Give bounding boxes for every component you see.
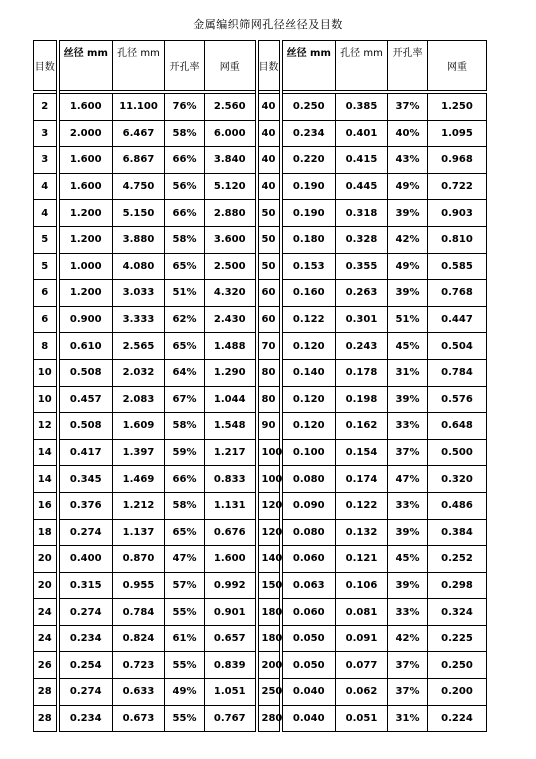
- cell-open-area-2: 42%: [388, 226, 428, 253]
- cell-wire-diameter-2: 0.100: [281, 439, 336, 466]
- cell-weight: 6.000: [205, 120, 257, 147]
- cell-wire-diameter-2: 0.050: [281, 625, 336, 652]
- cell-wire-diameter: 1.200: [58, 226, 113, 253]
- cell-mesh-count: 16: [34, 492, 58, 519]
- cell-open-area: 66%: [165, 200, 205, 227]
- cell-weight-2: 0.576: [428, 386, 487, 413]
- cell-open-area-2: 40%: [388, 120, 428, 147]
- table-row: [34, 599, 487, 626]
- cell-open-area: 56%: [165, 173, 205, 200]
- table-row: [34, 679, 487, 706]
- table-row: [34, 120, 487, 147]
- cell-wire-diameter: 0.274: [58, 519, 113, 546]
- cell-weight-2: 0.810: [428, 226, 487, 253]
- header-aperture-2: 孔径 mm: [336, 41, 388, 93]
- cell-open-area: 57%: [165, 572, 205, 599]
- cell-mesh-count: 4: [34, 173, 58, 200]
- cell-weight: 1.290: [205, 359, 257, 386]
- cell-wire-diameter-2: 0.060: [281, 546, 336, 573]
- cell-weight-2: 1.095: [428, 120, 487, 147]
- cell-aperture: 3.880: [113, 226, 165, 253]
- cell-wire-diameter: 0.274: [58, 679, 113, 706]
- cell-mesh-count: 2: [34, 92, 58, 120]
- cell-wire-diameter-2: 0.080: [281, 519, 336, 546]
- header-weight: 网重: [205, 41, 257, 93]
- cell-aperture-2: 0.415: [336, 147, 388, 174]
- cell-aperture-2: 0.355: [336, 253, 388, 280]
- cell-weight-2: 1.250: [428, 92, 487, 120]
- table-row: [34, 200, 487, 227]
- cell-weight-2: 0.768: [428, 280, 487, 307]
- cell-weight: 0.839: [205, 652, 257, 679]
- cell-wire-diameter-2: 0.080: [281, 466, 336, 493]
- table-row: [34, 92, 487, 120]
- cell-mesh-count-2: 40: [257, 120, 281, 147]
- cell-wire-diameter: 0.315: [58, 572, 113, 599]
- cell-mesh-count-2: 80: [257, 359, 281, 386]
- cell-wire-diameter: 0.508: [58, 359, 113, 386]
- cell-aperture: 2.032: [113, 359, 165, 386]
- cell-open-area-2: 49%: [388, 173, 428, 200]
- cell-mesh-count: 18: [34, 519, 58, 546]
- cell-open-area: 58%: [165, 120, 205, 147]
- cell-aperture-2: 0.401: [336, 120, 388, 147]
- cell-weight: 2.430: [205, 306, 257, 333]
- cell-open-area-2: 37%: [388, 652, 428, 679]
- cell-wire-diameter: 0.508: [58, 413, 113, 440]
- cell-wire-diameter-2: 0.120: [281, 413, 336, 440]
- cell-aperture-2: 0.062: [336, 679, 388, 706]
- cell-weight: 1.051: [205, 679, 257, 706]
- cell-wire-diameter: 2.000: [58, 120, 113, 147]
- cell-weight-2: 0.486: [428, 492, 487, 519]
- table-row: [34, 546, 487, 573]
- cell-mesh-count: 5: [34, 226, 58, 253]
- cell-weight: 2.880: [205, 200, 257, 227]
- cell-aperture-2: 0.091: [336, 625, 388, 652]
- cell-weight-2: 0.200: [428, 679, 487, 706]
- cell-wire-diameter-2: 0.250: [281, 92, 336, 120]
- cell-wire-diameter: 0.234: [58, 625, 113, 652]
- cell-weight-2: 0.504: [428, 333, 487, 360]
- cell-mesh-count-2: 250: [257, 679, 281, 706]
- cell-aperture: 5.150: [113, 200, 165, 227]
- cell-mesh-count-2: 180: [257, 599, 281, 626]
- cell-aperture-2: 0.077: [336, 652, 388, 679]
- cell-aperture: 0.784: [113, 599, 165, 626]
- cell-weight-2: 0.585: [428, 253, 487, 280]
- cell-open-area-2: 37%: [388, 679, 428, 706]
- cell-open-area: 66%: [165, 466, 205, 493]
- cell-open-area-2: 39%: [388, 572, 428, 599]
- cell-open-area: 66%: [165, 147, 205, 174]
- cell-wire-diameter: 0.345: [58, 466, 113, 493]
- cell-open-area-2: 33%: [388, 492, 428, 519]
- cell-aperture-2: 0.198: [336, 386, 388, 413]
- cell-open-area: 65%: [165, 519, 205, 546]
- cell-wire-diameter: 0.274: [58, 599, 113, 626]
- cell-wire-diameter: 0.400: [58, 546, 113, 573]
- cell-aperture-2: 0.445: [336, 173, 388, 200]
- cell-mesh-count: 5: [34, 253, 58, 280]
- cell-open-area: 58%: [165, 413, 205, 440]
- table-row: [34, 386, 487, 413]
- header-open-area: 开孔率: [165, 41, 205, 93]
- table-row: [34, 466, 487, 493]
- table-row: [34, 280, 487, 307]
- cell-wire-diameter-2: 0.120: [281, 333, 336, 360]
- header-mesh-count: 目数: [34, 41, 58, 93]
- cell-aperture-2: 0.081: [336, 599, 388, 626]
- cell-wire-diameter: 0.234: [58, 705, 113, 732]
- cell-open-area-2: 49%: [388, 253, 428, 280]
- cell-mesh-count-2: 70: [257, 333, 281, 360]
- cell-mesh-count: 24: [34, 625, 58, 652]
- cell-aperture-2: 0.243: [336, 333, 388, 360]
- cell-open-area-2: 39%: [388, 200, 428, 227]
- cell-aperture: 6.467: [113, 120, 165, 147]
- cell-weight-2: 0.722: [428, 173, 487, 200]
- table-row: [34, 333, 487, 360]
- cell-weight-2: 0.500: [428, 439, 487, 466]
- cell-open-area-2: 45%: [388, 546, 428, 573]
- cell-mesh-count-2: 50: [257, 226, 281, 253]
- cell-mesh-count-2: 40: [257, 92, 281, 120]
- cell-weight: 3.840: [205, 147, 257, 174]
- cell-mesh-count-2: 200: [257, 652, 281, 679]
- cell-weight-2: 0.784: [428, 359, 487, 386]
- cell-open-area-2: 39%: [388, 386, 428, 413]
- cell-weight-2: 0.648: [428, 413, 487, 440]
- cell-wire-diameter: 0.900: [58, 306, 113, 333]
- cell-weight-2: 0.384: [428, 519, 487, 546]
- cell-mesh-count-2: 140: [257, 546, 281, 573]
- cell-aperture-2: 0.051: [336, 705, 388, 732]
- cell-weight: 1.548: [205, 413, 257, 440]
- header-aperture: 孔径 mm: [113, 41, 165, 93]
- cell-weight-2: 0.324: [428, 599, 487, 626]
- cell-open-area: 58%: [165, 226, 205, 253]
- cell-aperture: 1.469: [113, 466, 165, 493]
- cell-mesh-count: 6: [34, 280, 58, 307]
- table-row: [34, 519, 487, 546]
- cell-aperture: 1.137: [113, 519, 165, 546]
- cell-open-area-2: 39%: [388, 519, 428, 546]
- cell-mesh-count: 20: [34, 572, 58, 599]
- cell-open-area: 47%: [165, 546, 205, 573]
- table-row: [34, 413, 487, 440]
- cell-open-area: 58%: [165, 492, 205, 519]
- header-wire-diameter: 丝径 mm: [58, 41, 113, 93]
- cell-mesh-count: 20: [34, 546, 58, 573]
- cell-aperture: 6.867: [113, 147, 165, 174]
- cell-open-area: 64%: [165, 359, 205, 386]
- cell-open-area: 59%: [165, 439, 205, 466]
- cell-mesh-count: 10: [34, 359, 58, 386]
- cell-open-area-2: 33%: [388, 599, 428, 626]
- table-row: [34, 253, 487, 280]
- cell-weight: 5.120: [205, 173, 257, 200]
- cell-open-area-2: 31%: [388, 705, 428, 732]
- cell-mesh-count: 14: [34, 439, 58, 466]
- cell-weight: 0.901: [205, 599, 257, 626]
- cell-aperture-2: 0.178: [336, 359, 388, 386]
- cell-aperture: 0.870: [113, 546, 165, 573]
- table-header-row: [34, 41, 487, 93]
- cell-weight: 0.833: [205, 466, 257, 493]
- cell-aperture: 2.565: [113, 333, 165, 360]
- cell-aperture-2: 0.122: [336, 492, 388, 519]
- table-row: [34, 439, 487, 466]
- cell-mesh-count-2: 100: [257, 439, 281, 466]
- cell-wire-diameter: 1.600: [58, 147, 113, 174]
- cell-aperture: 4.080: [113, 253, 165, 280]
- cell-open-area: 67%: [165, 386, 205, 413]
- cell-mesh-count-2: 60: [257, 280, 281, 307]
- cell-weight-2: 0.298: [428, 572, 487, 599]
- table-row: [34, 173, 487, 200]
- cell-open-area-2: 43%: [388, 147, 428, 174]
- cell-aperture-2: 0.106: [336, 572, 388, 599]
- cell-weight: 1.600: [205, 546, 257, 573]
- cell-mesh-count: 3: [34, 120, 58, 147]
- cell-open-area: 55%: [165, 652, 205, 679]
- cell-mesh-count-2: 60: [257, 306, 281, 333]
- table-row: [34, 147, 487, 174]
- cell-weight-2: 0.903: [428, 200, 487, 227]
- cell-wire-diameter-2: 0.234: [281, 120, 336, 147]
- cell-weight: 2.500: [205, 253, 257, 280]
- table-row: [34, 492, 487, 519]
- cell-open-area-2: 51%: [388, 306, 428, 333]
- cell-aperture-2: 0.318: [336, 200, 388, 227]
- table-row: [34, 572, 487, 599]
- cell-weight-2: 0.224: [428, 705, 487, 732]
- cell-mesh-count: 28: [34, 705, 58, 732]
- cell-wire-diameter-2: 0.063: [281, 572, 336, 599]
- cell-open-area: 55%: [165, 705, 205, 732]
- cell-aperture: 2.083: [113, 386, 165, 413]
- header-wire-diameter-2: 丝径 mm: [281, 41, 336, 93]
- cell-aperture-2: 0.174: [336, 466, 388, 493]
- cell-aperture: 11.100: [113, 92, 165, 120]
- cell-wire-diameter-2: 0.153: [281, 253, 336, 280]
- cell-weight-2: 0.320: [428, 466, 487, 493]
- cell-open-area-2: 31%: [388, 359, 428, 386]
- cell-mesh-count: 4: [34, 200, 58, 227]
- cell-wire-diameter-2: 0.050: [281, 652, 336, 679]
- table-row: [34, 652, 487, 679]
- cell-weight-2: 0.447: [428, 306, 487, 333]
- table-row: [34, 306, 487, 333]
- cell-open-area: 49%: [165, 679, 205, 706]
- cell-weight: 0.992: [205, 572, 257, 599]
- cell-wire-diameter-2: 0.220: [281, 147, 336, 174]
- cell-mesh-count: 28: [34, 679, 58, 706]
- cell-weight: 1.131: [205, 492, 257, 519]
- cell-wire-diameter: 1.200: [58, 280, 113, 307]
- cell-aperture: 1.212: [113, 492, 165, 519]
- cell-mesh-count-2: 120: [257, 492, 281, 519]
- table-row: [34, 705, 487, 732]
- cell-mesh-count-2: 90: [257, 413, 281, 440]
- cell-mesh-count-2: 150: [257, 572, 281, 599]
- cell-aperture: 3.333: [113, 306, 165, 333]
- cell-mesh-count-2: 120: [257, 519, 281, 546]
- table-row: [34, 359, 487, 386]
- cell-weight-2: 0.225: [428, 625, 487, 652]
- cell-mesh-count: 12: [34, 413, 58, 440]
- cell-aperture-2: 0.328: [336, 226, 388, 253]
- cell-aperture: 0.673: [113, 705, 165, 732]
- cell-open-area-2: 39%: [388, 280, 428, 307]
- cell-aperture: 3.033: [113, 280, 165, 307]
- cell-wire-diameter-2: 0.180: [281, 226, 336, 253]
- cell-mesh-count-2: 280: [257, 705, 281, 732]
- cell-wire-diameter: 0.457: [58, 386, 113, 413]
- cell-weight: 1.044: [205, 386, 257, 413]
- cell-mesh-count-2: 40: [257, 147, 281, 174]
- cell-mesh-count: 14: [34, 466, 58, 493]
- header-open-area-2: 开孔率: [388, 41, 428, 93]
- cell-open-area-2: 47%: [388, 466, 428, 493]
- cell-aperture: 0.633: [113, 679, 165, 706]
- cell-mesh-count-2: 50: [257, 200, 281, 227]
- cell-wire-diameter: 1.600: [58, 173, 113, 200]
- cell-mesh-count-2: 40: [257, 173, 281, 200]
- cell-open-area-2: 37%: [388, 92, 428, 120]
- cell-mesh-count: 6: [34, 306, 58, 333]
- cell-mesh-count-2: 80: [257, 386, 281, 413]
- cell-wire-diameter-2: 0.040: [281, 705, 336, 732]
- cell-wire-diameter-2: 0.040: [281, 679, 336, 706]
- cell-aperture-2: 0.154: [336, 439, 388, 466]
- cell-wire-diameter: 0.254: [58, 652, 113, 679]
- cell-wire-diameter-2: 0.190: [281, 173, 336, 200]
- cell-wire-diameter-2: 0.122: [281, 306, 336, 333]
- cell-mesh-count: 26: [34, 652, 58, 679]
- cell-open-area: 76%: [165, 92, 205, 120]
- table-row: [34, 625, 487, 652]
- cell-aperture: 0.955: [113, 572, 165, 599]
- cell-mesh-count: 10: [34, 386, 58, 413]
- cell-weight: 3.600: [205, 226, 257, 253]
- cell-aperture: 0.723: [113, 652, 165, 679]
- cell-aperture: 4.750: [113, 173, 165, 200]
- cell-mesh-count-2: 180: [257, 625, 281, 652]
- cell-wire-diameter: 0.376: [58, 492, 113, 519]
- cell-aperture-2: 0.132: [336, 519, 388, 546]
- cell-aperture: 1.397: [113, 439, 165, 466]
- cell-aperture: 0.824: [113, 625, 165, 652]
- mesh-spec-table: [33, 40, 487, 732]
- cell-weight: 0.657: [205, 625, 257, 652]
- cell-open-area: 51%: [165, 280, 205, 307]
- cell-wire-diameter-2: 0.160: [281, 280, 336, 307]
- cell-aperture-2: 0.263: [336, 280, 388, 307]
- cell-weight: 1.217: [205, 439, 257, 466]
- cell-mesh-count: 3: [34, 147, 58, 174]
- cell-weight: 0.676: [205, 519, 257, 546]
- cell-wire-diameter: 0.610: [58, 333, 113, 360]
- cell-mesh-count-2: 50: [257, 253, 281, 280]
- cell-open-area: 55%: [165, 599, 205, 626]
- cell-open-area-2: 33%: [388, 413, 428, 440]
- cell-mesh-count: 24: [34, 599, 58, 626]
- cell-weight-2: 0.252: [428, 546, 487, 573]
- cell-wire-diameter: 1.000: [58, 253, 113, 280]
- cell-wire-diameter-2: 0.090: [281, 492, 336, 519]
- cell-wire-diameter: 1.200: [58, 200, 113, 227]
- cell-mesh-count: 8: [34, 333, 58, 360]
- header-weight-2: 网重: [428, 41, 487, 93]
- header-mesh-count-2: 目数: [257, 41, 281, 93]
- cell-weight-2: 0.250: [428, 652, 487, 679]
- cell-open-area: 62%: [165, 306, 205, 333]
- cell-weight-2: 0.968: [428, 147, 487, 174]
- cell-weight: 4.320: [205, 280, 257, 307]
- cell-wire-diameter-2: 0.140: [281, 359, 336, 386]
- cell-weight: 1.488: [205, 333, 257, 360]
- cell-wire-diameter: 1.600: [58, 92, 113, 120]
- cell-open-area-2: 37%: [388, 439, 428, 466]
- cell-weight: 0.767: [205, 705, 257, 732]
- cell-open-area-2: 42%: [388, 625, 428, 652]
- page-title: 金属编织筛网孔径丝径及目数: [193, 18, 343, 31]
- table-row: [34, 226, 487, 253]
- cell-open-area: 65%: [165, 253, 205, 280]
- cell-aperture-2: 0.162: [336, 413, 388, 440]
- cell-wire-diameter: 0.417: [58, 439, 113, 466]
- cell-aperture-2: 0.301: [336, 306, 388, 333]
- cell-open-area-2: 45%: [388, 333, 428, 360]
- cell-aperture-2: 0.385: [336, 92, 388, 120]
- cell-weight: 2.560: [205, 92, 257, 120]
- cell-aperture: 1.609: [113, 413, 165, 440]
- cell-open-area: 65%: [165, 333, 205, 360]
- cell-wire-diameter-2: 0.060: [281, 599, 336, 626]
- cell-wire-diameter-2: 0.190: [281, 200, 336, 227]
- cell-open-area: 61%: [165, 625, 205, 652]
- cell-wire-diameter-2: 0.120: [281, 386, 336, 413]
- cell-mesh-count-2: 100: [257, 466, 281, 493]
- cell-aperture-2: 0.121: [336, 546, 388, 573]
